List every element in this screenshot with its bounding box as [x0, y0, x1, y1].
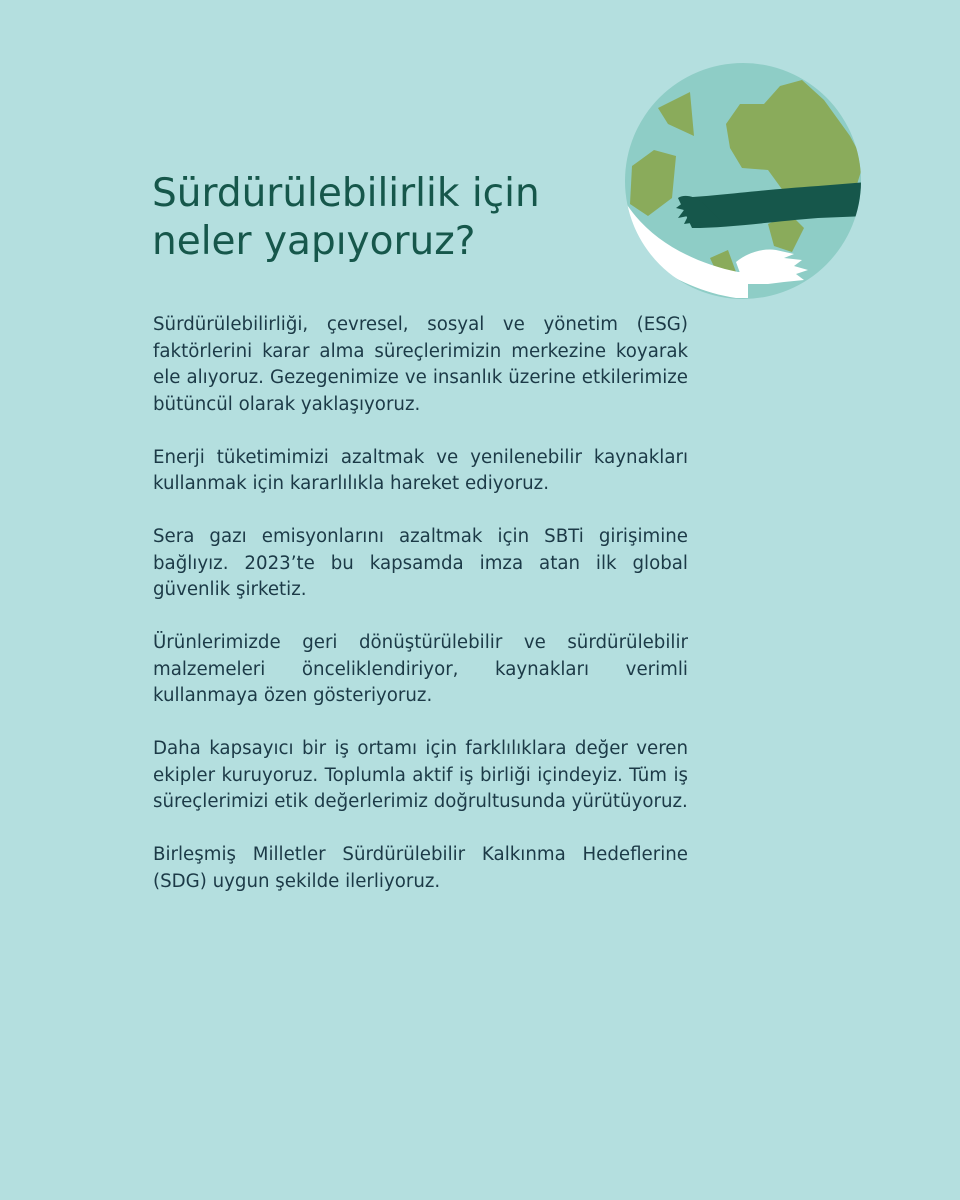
paragraph-esg: Sürdürülebilirliği, çevresel, sosyal ve yönetim (ESG) faktörlerini karar alma süreçlerimizin merkezine koyarak ele alıyoruz. Gezegenimize ve insanlık üzerine etkilerimize bütüncül olarak yaklaşıyoruz. — [153, 314, 688, 415]
page-title — [152, 170, 612, 266]
paragraph-materials: Ürünlerimizde geri dönüştürülebilir ve sürdürülebilir malzemeleri önceliklendiriyor, kaynakları verimli kullanmaya özen gösteriyoruz. — [153, 632, 688, 706]
earth-with-hugging-hands-icon — [618, 58, 868, 308]
page-title-line-2: neler yapıyoruz? — [152, 219, 476, 264]
paragraph-sdg: Birleşmiş Milletler Sürdürülebilir Kalkınma Hedeflerine (SDG) uygun şekilde ilerliyoruz. — [153, 844, 688, 892]
paragraph-emissions: Sera gazı emisyonlarını azaltmak için SBTi girişimine bağlıyız. 2023’te bu kapsamda imza atan ilk global güvenlik şirketiz. — [153, 526, 688, 600]
page-title-line-1: Sürdürülebilirlik için — [152, 171, 540, 216]
body-text — [153, 312, 688, 922]
paragraph-energy: Enerji tüketimimizi azaltmak ve yenilenebilir kaynakları kullanmak için kararlılıkla hareket ediyoruz. — [153, 446, 688, 494]
paragraph-inclusion: Daha kapsayıcı bir iş ortamı için farklılıklara değer veren ekipler kuruyoruz. Toplumla aktif iş birliği içindeyiz. Tüm iş süreçlerimizi etik değerlerimiz doğrultusunda yürütüyoruz. — [153, 738, 688, 812]
